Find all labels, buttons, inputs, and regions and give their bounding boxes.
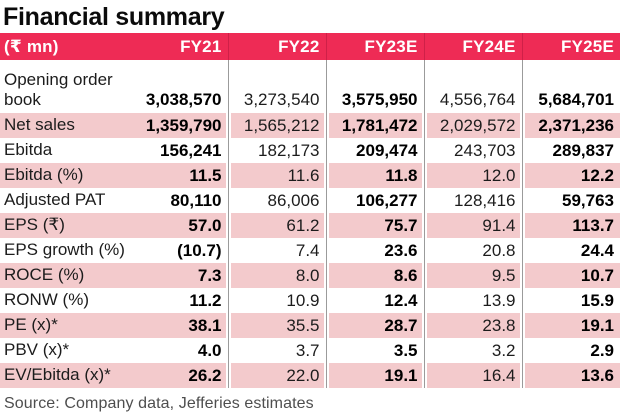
- column-header: FY21: [130, 33, 228, 60]
- column-header-unit: (₹ mn): [0, 33, 130, 60]
- row-label: EV/Ebitda (x)*: [0, 363, 130, 388]
- cell: 12.4: [326, 288, 424, 313]
- cell: 11.8: [326, 163, 424, 188]
- row-label: Net sales: [0, 113, 130, 138]
- table-row: [0, 288, 620, 313]
- cell: 1,781,472: [326, 113, 424, 138]
- table-row: [0, 188, 620, 213]
- table-row: [0, 238, 620, 263]
- cell: 1,359,790: [130, 113, 228, 138]
- cell: 3.2: [424, 338, 522, 363]
- cell: 9.5: [424, 263, 522, 288]
- table-row: [0, 213, 620, 238]
- cell: 4,556,764: [424, 60, 522, 113]
- cell: 12.0: [424, 163, 522, 188]
- cell: 22.0: [228, 363, 326, 388]
- cell: 7.3: [130, 263, 228, 288]
- row-label: Adjusted PAT: [4, 190, 106, 210]
- cell: 11.6: [228, 163, 326, 188]
- row-label: EPS (₹): [0, 213, 130, 238]
- source-note: Source: Company data, Jefferies estimates: [4, 395, 314, 412]
- page-title: Financial summary: [3, 3, 225, 31]
- cell: 2,371,236: [522, 113, 620, 138]
- column-header: FY23E: [326, 33, 424, 60]
- table-row: [0, 60, 620, 113]
- row-label: PBV (x)*: [4, 340, 70, 360]
- cell: 24.4: [522, 238, 620, 263]
- cell: 16.4: [424, 363, 522, 388]
- cell: 23.6: [326, 238, 424, 263]
- cell: 13.9: [424, 288, 522, 313]
- row-label: Opening order book: [4, 69, 113, 110]
- cell: 3,038,570: [145, 90, 222, 109]
- table-row: [0, 113, 620, 138]
- cell: 20.8: [424, 238, 522, 263]
- cell: 57.0: [130, 213, 228, 238]
- cell: 113.7: [522, 213, 620, 238]
- row-label: RONW (%): [4, 290, 89, 310]
- cell: 3,575,950: [326, 60, 424, 113]
- cell: 4.0: [197, 340, 222, 360]
- cell: 3.7: [228, 338, 326, 363]
- cell: 86,006: [228, 188, 326, 213]
- header-row: [0, 33, 620, 60]
- cell: 91.4: [424, 213, 522, 238]
- cell: 15.9: [522, 288, 620, 313]
- cell: 156,241: [160, 140, 222, 160]
- cell: 38.1: [130, 313, 228, 338]
- table-row: [0, 363, 620, 388]
- cell: 182,173: [228, 138, 326, 163]
- cell: 59,763: [522, 188, 620, 213]
- cell: 80,110: [170, 190, 222, 210]
- cell: 106,277: [326, 188, 424, 213]
- cell: 8.0: [228, 263, 326, 288]
- row-label: Ebitda: [4, 140, 53, 160]
- cell: 61.2: [228, 213, 326, 238]
- cell: 11.2: [189, 290, 222, 310]
- cell: 26.2: [130, 363, 228, 388]
- table-row: [0, 338, 620, 363]
- cell: 5,684,701: [522, 60, 620, 113]
- cell: 28.7: [326, 313, 424, 338]
- row-label: ROCE (%): [0, 263, 130, 288]
- cell: 7.4: [228, 238, 326, 263]
- cell: 3,273,540: [228, 60, 326, 113]
- cell: 1,565,212: [228, 113, 326, 138]
- table-row: [0, 163, 620, 188]
- cell: 13.6: [522, 363, 620, 388]
- table-row: [0, 313, 620, 338]
- cell: 209,474: [326, 138, 424, 163]
- row-label: PE (x)*: [0, 313, 130, 338]
- row-label: Ebitda (%): [0, 163, 130, 188]
- cell: 128,416: [424, 188, 522, 213]
- row-label: EPS growth (%): [4, 240, 125, 260]
- cell: 11.5: [130, 163, 228, 188]
- table-row: [0, 138, 620, 163]
- cell: 2.9: [522, 338, 620, 363]
- cell: 10.7: [522, 263, 620, 288]
- column-header: FY22: [228, 33, 326, 60]
- cell: 12.2: [522, 163, 620, 188]
- table-row: [0, 263, 620, 288]
- financial-table: [0, 33, 620, 388]
- cell: 35.5: [228, 313, 326, 338]
- cell: (10.7): [177, 240, 222, 260]
- cell: 243,703: [424, 138, 522, 163]
- column-header: FY25E: [522, 33, 620, 60]
- cell: 289,837: [522, 138, 620, 163]
- cell: 23.8: [424, 313, 522, 338]
- cell: 2,029,572: [424, 113, 522, 138]
- cell: 8.6: [326, 263, 424, 288]
- cell: 3.5: [326, 338, 424, 363]
- cell: 10.9: [228, 288, 326, 313]
- cell: 75.7: [326, 213, 424, 238]
- cell: 19.1: [522, 313, 620, 338]
- column-header: FY24E: [424, 33, 522, 60]
- cell: 19.1: [326, 363, 424, 388]
